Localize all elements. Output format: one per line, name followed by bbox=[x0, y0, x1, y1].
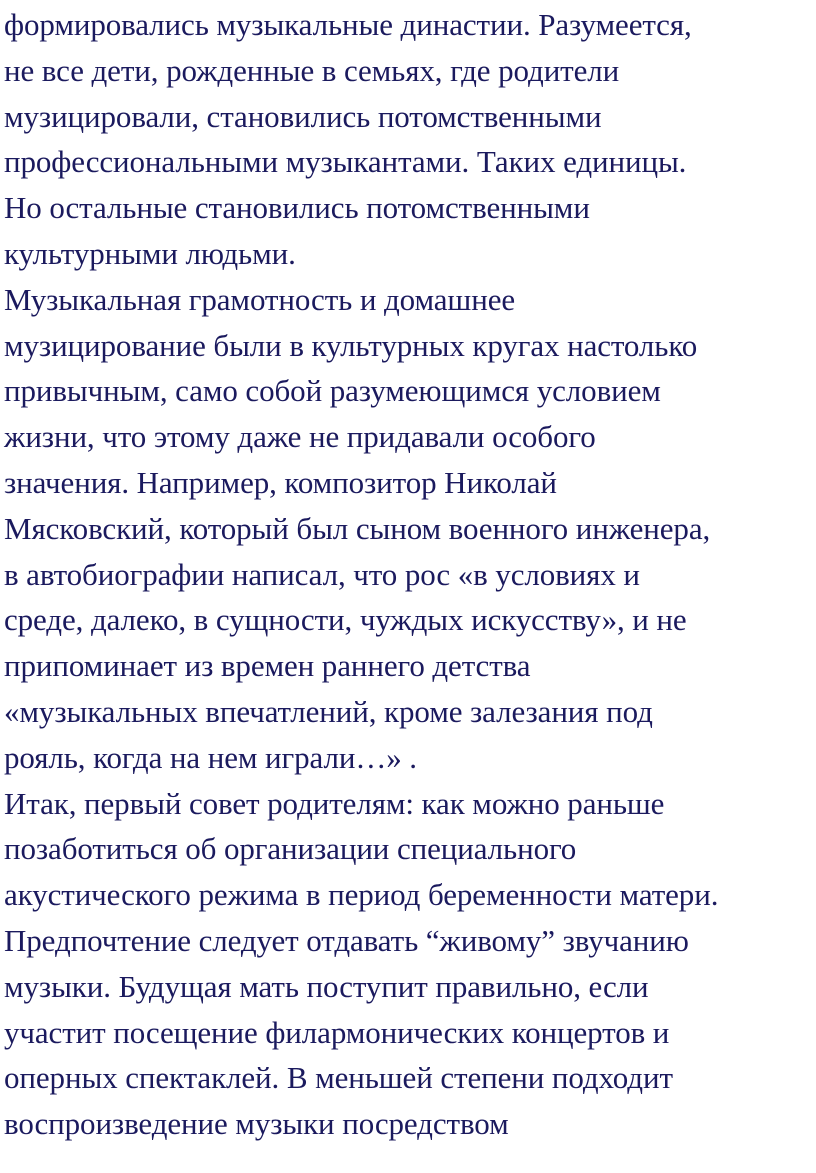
text-line: профессиональными музыкантами. Таких единицы. bbox=[4, 144, 687, 180]
text-line: припоминает из времен раннего детства bbox=[4, 648, 531, 684]
text-line: Предпочтение следует отдавать “живому” звучанию bbox=[4, 922, 689, 958]
text-line: музицировали, становились потомственными bbox=[4, 98, 602, 134]
text-line: в автобиографии написал, что рос «в условиях и bbox=[4, 556, 640, 592]
text-line: акустического режима в период беременности матери. bbox=[4, 877, 719, 913]
text-line: значения. Например, композитор Николай bbox=[4, 464, 557, 500]
text-line: музицирование были в культурных кругах настолько bbox=[4, 327, 698, 363]
text-line: формировались музыкальные династии. Разумеется, bbox=[4, 7, 692, 42]
text-line: Мясковский, который был сыном военного инженера, bbox=[4, 510, 711, 546]
text-line: привычным, само собой разумеющимся условием bbox=[4, 373, 661, 409]
text-line: не все дети, рожденные в семьях, где родители bbox=[4, 52, 620, 88]
text-line: оперных спектаклей. В меньшей степени подходит bbox=[4, 1060, 673, 1096]
text-line: «музыкальных впечатлений, кроме залезания под bbox=[4, 693, 653, 729]
text-line: Но остальные становились потомственными bbox=[4, 190, 590, 226]
text-line: культурными людьми. bbox=[4, 235, 296, 271]
text-line: позаботиться об организации специального bbox=[4, 831, 577, 867]
text-line: Музыкальная грамотность и домашнее bbox=[4, 281, 516, 317]
text-line: Итак, первый совет родителям: как можно раньше bbox=[4, 785, 665, 821]
text-line: участит посещение филармонических концертов и bbox=[4, 1014, 670, 1050]
text-line: рояль, когда на нем играли…» . bbox=[4, 739, 417, 775]
text-line: музыки. Будущая мать поступит правильно, если bbox=[4, 968, 649, 1004]
text-line: жизни, что этому даже не придавали особого bbox=[4, 419, 596, 455]
text-line: воспроизведение музыки посредством bbox=[4, 1106, 509, 1142]
text-line: среде, далеко, в сущности, чуждых искусству», и не bbox=[4, 602, 687, 638]
